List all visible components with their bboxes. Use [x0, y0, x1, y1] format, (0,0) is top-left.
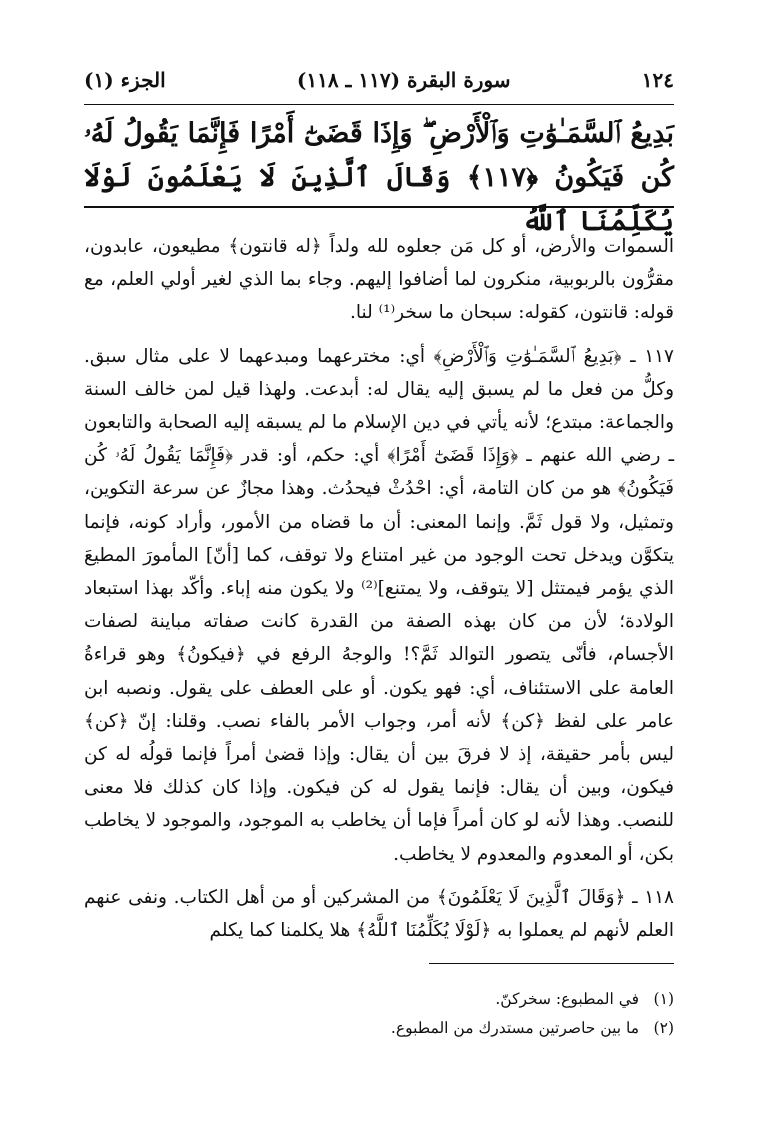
paragraph-2: ١١٧ ـ ﴿بَدِيعُ ٱلسَّمَـٰوَٰتِ وَٱلْأَرْضِ﴾ أي: مخترعهما ومبدعهما لا على مثال سبق. وكلُّ من فعل ما لم يسبق إليه يقال له: أبدعت. ولهذا قيل لمن خالف السنة والجماعة: مبتدع؛ لأنه يأتي في دين الإسلام ما لم يسبقه إليه الصحابة والتابعون ـ رضي الله عنهم ـ ﴿وَإِذَا قَضَىٰٓ أَمْرًا﴾ أي: حكم، أو: قدر ﴿فَإِنَّمَا يَقُولُ لَهُۥ كُن فَيَكُونُ﴾ هو من كان التامة، أي: احْدُثْ فيحدُث. وهذا مجازٌ عن سرعة التكوين، وتمثيل، ولا قول ثَمَّ. وإنما المعنى: أن ما قضاه من الأمور، وأراد كونه، فإنما يتكوَّن ويدخل تحت الوجود من غير امتناع ولا توقف، كما [أنّ] المأمورَ المطيعَ الذي يؤمر فيمتثل [لا يتوقف، ولا يمتنع]⁽²⁾ ولا يكون منه إباء. وأكّد بهذا استبعاد الولادة؛ لأن من كان بهذه الصفة من القدرة كانت صفاته مباينة لصفات الأجسام، فأنّى يتصور التوالد ثَمَّ؟! والوجهُ الرفع في ﴿فيكونُ﴾ وهو قراءةُ العامة على الاستئناف، أي: فهو يكون. أو على العطف على يقول. ونصبه ابن عامر على لفظ ﴿كن﴾ لأنه أمر، وجواب الأمر بالفاء نصب. وقلنا: إنّ ﴿كن﴾ ليس بأمر حقيقة، إذ لا فرقَ بين أن يقال: وإذا قضىٰ أمراً فإنما قولُه له كن فيكون، وبين أن يقال: فإنما يقول له كن فيكون. وإذا كان كذلك فلا معنى للنصب. وهذا لأنه لو كان أمراً فإما أن يخاطب به الموجود، والموجود لا يخاطب بكن، أو المعدوم والمعدوم لا يخاطب.	[84, 345, 675, 865]
footnote-2	[84, 1014, 674, 1043]
commentary-body	[84, 230, 674, 957]
footnote-text: في المطبوع: سخركنّ.	[495, 990, 640, 1008]
book-page	[84, 0, 674, 1122]
paragraph-1: السموات والأرض، أو كل مَن جعلوه لله ولداً ﴿له قانتون﴾ مطيعون، عابدون، مقرُّون بالربوبية، منكرون لما أضافوا إليهم. وجاء بما الذي لغير أولي العلم، مع قوله: قانتون، كقوله: سبحان ما سخر⁽¹⁾ لنا.	[84, 236, 674, 324]
footnote-1	[84, 985, 674, 1014]
verse-divider	[84, 206, 674, 208]
page-number: ١٢٤	[641, 68, 674, 92]
footnote-divider	[429, 963, 674, 964]
footnotes	[84, 985, 674, 1043]
paragraph-3: ١١٨ ـ ﴿وَقَالَ ٱلَّذِينَ لَا يَعْلَمُونَ﴾ من المشركين أو من أهل الكتاب. ونفى عنهم العلم لأنهم لم يعملوا به ﴿لَوْلَا يُكَلِّمُنَا ٱللَّهُ﴾ هلا يكلمنا كما يكلم	[84, 886, 674, 942]
footnote-text: ما بين حاصرتين مستدرك من المطبوع.	[390, 1019, 640, 1037]
quran-verse: بَدِيعُ ٱلسَّمَـٰوَٰتِ وَٱلْأَرْضِ ۖ وَإِذَا قَضَىٰٓ أَمْرًا فَإِنَّمَا يَقُولُ لَهُۥ كُن فَيَكُونُ ﴿١١٧﴾ وَقَالَ ٱلَّذِينَ لَا يَعْلَمُونَ لَوْلَا يُكَلِّمُنَا ٱللَّهُ	[84, 118, 675, 237]
page-header	[84, 60, 674, 100]
header-divider	[84, 104, 674, 105]
juz-label: الجزء (١)	[84, 68, 166, 92]
footnote-number: (٢)	[653, 1019, 674, 1037]
footnote-number: (١)	[653, 990, 674, 1008]
surah-title: سورة البقرة (١١٧ ـ ١١٨)	[296, 68, 511, 92]
